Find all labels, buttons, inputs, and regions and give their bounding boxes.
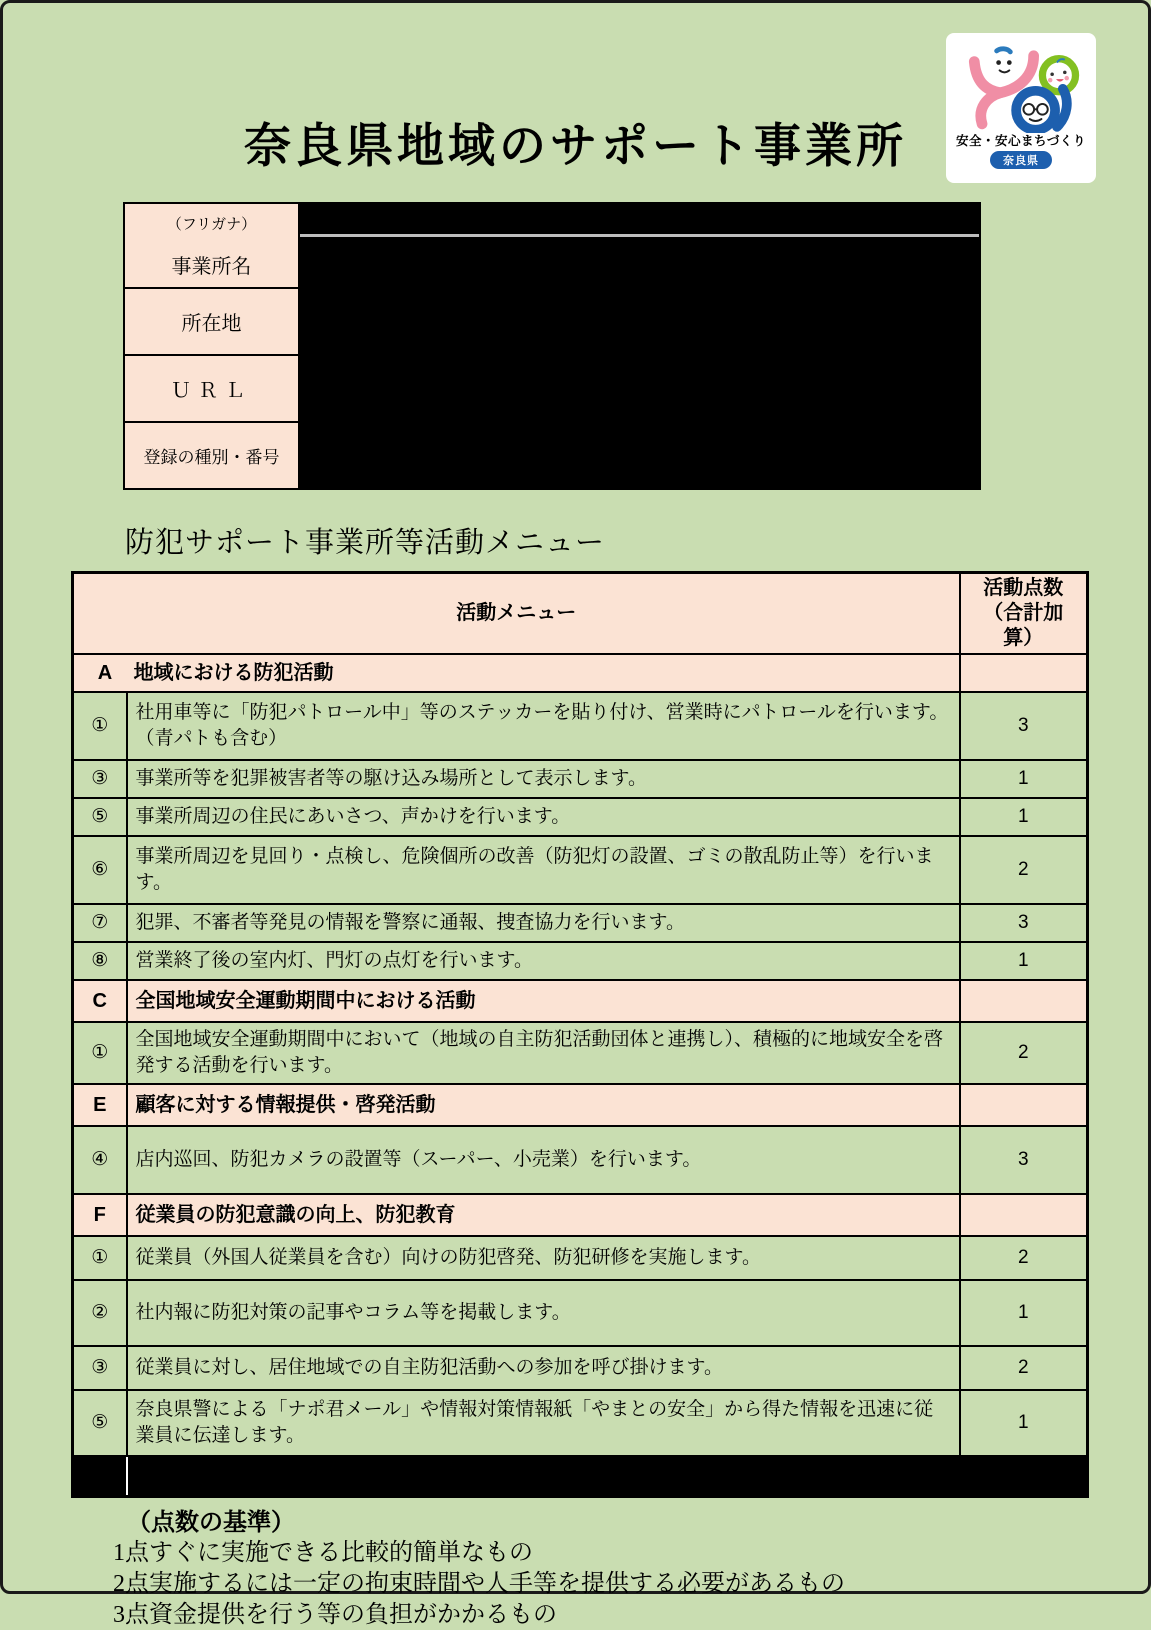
- category-code: F: [73, 1194, 127, 1236]
- score-criteria-line-1: 1点すぐに実施できる比較的簡単なもの: [113, 1538, 1148, 1569]
- item-points: 1: [960, 1390, 1088, 1456]
- item-text: 社用車等に「防犯パトロール中」等のステッカーを貼り付け、営業時にパトロールを行います。（青パトも含む）: [127, 692, 960, 760]
- category-row-E: [73, 1084, 1088, 1126]
- item-text: 奈良県警による「ナポ君メール」や情報対策情報紙「やまとの安全」から得た情報を迅速に従業員に伝達します。: [127, 1390, 960, 1456]
- item-points: 2: [960, 1346, 1088, 1390]
- item-text: 事業所周辺を見回り・点検し、危険個所の改善（防犯灯の設置、ゴミの散乱防止等）を行います。: [127, 836, 960, 904]
- address-value-redacted: [299, 288, 980, 355]
- redacted-table-row: [73, 1456, 1088, 1496]
- item-number: ③: [73, 760, 127, 798]
- redacted-points-cell: [960, 1456, 1088, 1496]
- table-row: [73, 798, 1088, 836]
- item-points: 3: [960, 1126, 1088, 1194]
- table-row: [73, 760, 1088, 798]
- category-points-empty: [960, 1194, 1088, 1236]
- category-points-empty: [960, 980, 1088, 1022]
- item-text: 全国地域安全運動期間中において（地域の自主防犯活動団体と連携し）、積極的に地域安全を啓発する活動を行います。: [127, 1022, 960, 1084]
- item-number: ⑦: [73, 904, 127, 942]
- item-number: ⑤: [73, 1390, 127, 1456]
- registration-label: 登録の種別・番号: [124, 422, 299, 489]
- item-text: 従業員に対し、居住地域での自主防犯活動への参加を呼び掛けます。: [127, 1346, 960, 1390]
- item-points: 3: [960, 904, 1088, 942]
- item-number: ③: [73, 1346, 127, 1390]
- redacted-text-cell: [127, 1456, 960, 1496]
- item-points: 1: [960, 1280, 1088, 1346]
- form-row-name: [124, 203, 980, 288]
- menu-section-heading: 防犯サポート事業所等活動メニュー: [125, 520, 1148, 561]
- points-column-header: 活動点数 （合計加算）: [960, 573, 1088, 655]
- score-criteria-line-2: 2点実施するには一定の拘束時間や人手等を提供する必要があるもの: [113, 1569, 1148, 1600]
- item-text: 営業終了後の室内灯、門灯の点灯を行います。: [127, 942, 960, 980]
- table-header-row: [73, 573, 1088, 655]
- logo-caption: 安全・安心まちづくり: [956, 131, 1086, 149]
- item-points: 3: [960, 692, 1088, 760]
- table-row: [73, 1280, 1088, 1346]
- item-text: 事業所等を犯罪被害者等の駆け込み場所として表示します。: [127, 760, 960, 798]
- item-text: 社内報に防犯対策の記事やコラム等を掲載します。: [127, 1280, 960, 1346]
- furigana-separator-line: [300, 234, 979, 237]
- item-points: 2: [960, 836, 1088, 904]
- page-title: 奈良県地域のサポート事業所: [3, 3, 1148, 176]
- table-row: [73, 942, 1088, 980]
- item-number: ①: [73, 1022, 127, 1084]
- category-label: 顧客に対する情報提供・啓発活動: [127, 1084, 960, 1126]
- item-number: ①: [73, 1236, 127, 1280]
- item-points: 1: [960, 942, 1088, 980]
- logo-badge-nara: 奈良県: [990, 151, 1052, 169]
- table-row: [73, 1022, 1088, 1084]
- item-text: 事業所周辺の住民にあいさつ、声かけを行います。: [127, 798, 960, 836]
- table-row: [73, 1390, 1088, 1456]
- table-row: [73, 836, 1088, 904]
- table-row: [73, 904, 1088, 942]
- category-label: 従業員の防犯意識の向上、防犯教育: [127, 1194, 960, 1236]
- table-row: [73, 1346, 1088, 1390]
- category-row-F: [73, 1194, 1088, 1236]
- score-criteria-line-3: 3点資金提供を行う等の負担がかかるもの: [113, 1600, 1148, 1630]
- form-row-registration: [124, 422, 980, 489]
- score-criteria: [113, 1508, 1148, 1630]
- item-number: ⑧: [73, 942, 127, 980]
- table-row: [73, 692, 1088, 760]
- url-label: ＵＲＬ: [124, 355, 299, 422]
- category-code: C: [73, 980, 127, 1022]
- category-row-C: [73, 980, 1088, 1022]
- item-points: 2: [960, 1022, 1088, 1084]
- item-points: 1: [960, 798, 1088, 836]
- business-name-label: 事業所名: [172, 256, 252, 278]
- address-label: 所在地: [124, 288, 299, 355]
- table-row: [73, 1126, 1088, 1194]
- item-number: ②: [73, 1280, 127, 1346]
- name-label-cell: [124, 203, 299, 288]
- url-value-redacted: [299, 355, 980, 422]
- item-text: 従業員（外国人従業員を含む）向けの防犯啓発、防犯研修を実施します。: [127, 1236, 960, 1280]
- category-code: E: [73, 1084, 127, 1126]
- item-text: 犯罪、不審者等発見の情報を警察に通報、捜査協力を行います。: [127, 904, 960, 942]
- category-label: 地域における防犯活動: [134, 662, 334, 684]
- item-number: ④: [73, 1126, 127, 1194]
- item-number: ⑤: [73, 798, 127, 836]
- score-criteria-heading: （点数の基準）: [127, 1508, 1148, 1539]
- form-row-url: [124, 355, 980, 422]
- mascots-illustration: [948, 35, 1094, 133]
- item-number: ⑥: [73, 836, 127, 904]
- business-info-form: [123, 202, 981, 490]
- category-code: A: [82, 660, 128, 687]
- category-points-empty: [960, 1084, 1088, 1126]
- category-row-A: [73, 654, 1088, 692]
- category-points-empty: [960, 654, 1088, 692]
- activity-menu-table: [71, 571, 1089, 1498]
- table-row: [73, 1236, 1088, 1280]
- item-points: 1: [960, 760, 1088, 798]
- furigana-label: （フリガナ）: [126, 213, 297, 234]
- item-text: 店内巡回、防犯カメラの設置等（スーパー、小売業）を行います。: [127, 1126, 960, 1194]
- safety-town-logo: [946, 33, 1096, 183]
- registration-value-redacted: [299, 422, 980, 489]
- redacted-number-cell: [73, 1456, 127, 1496]
- item-points: 2: [960, 1236, 1088, 1280]
- form-row-address: [124, 288, 980, 355]
- category-A-cell: [73, 654, 960, 692]
- item-number: ①: [73, 692, 127, 760]
- activity-column-header: 活動メニュー: [73, 573, 960, 655]
- business-name-value-redacted: [299, 203, 980, 288]
- category-label: 全国地域安全運動期間中における活動: [127, 980, 960, 1022]
